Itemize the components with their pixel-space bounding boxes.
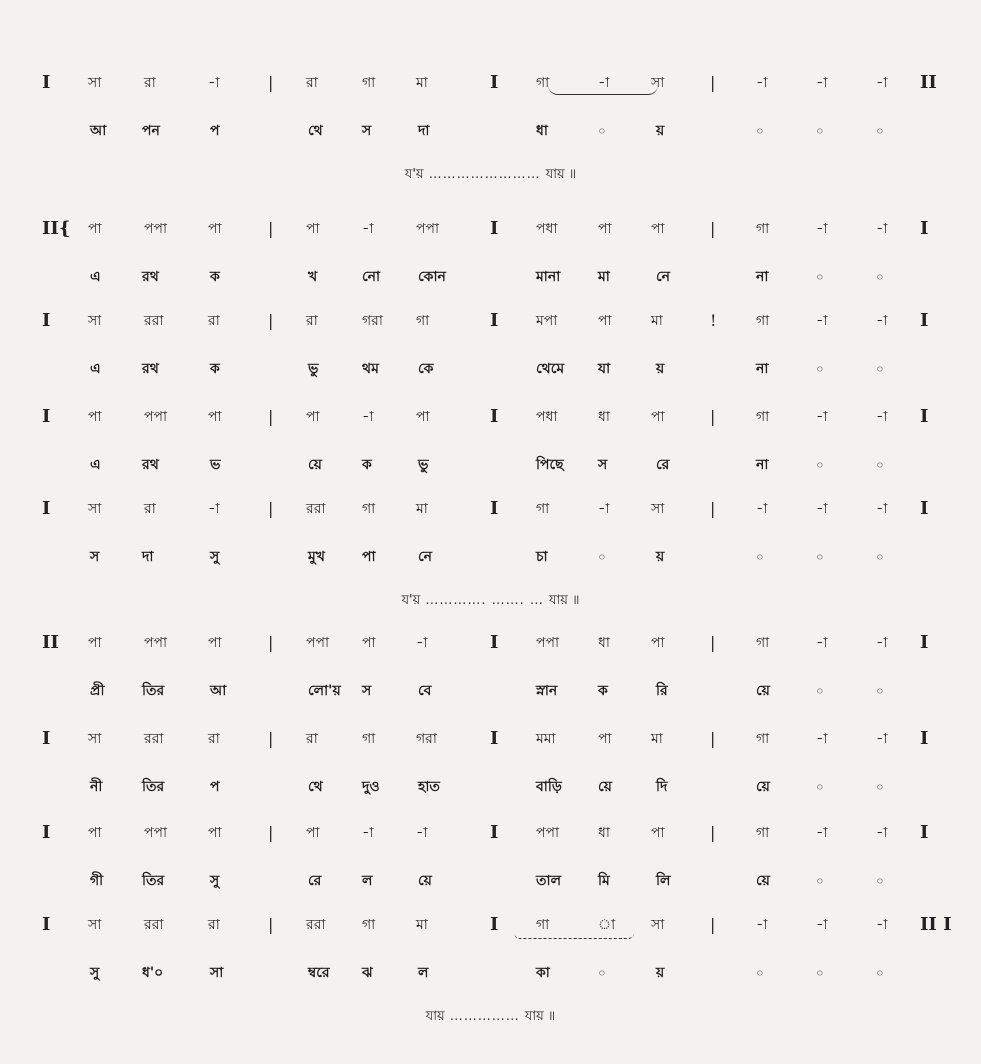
note-cell: পা — [362, 635, 376, 651]
measure-barline: | — [710, 73, 716, 92]
note-cell: পপা — [416, 221, 440, 237]
measure-barline: I — [490, 72, 499, 93]
measure-barline: | — [710, 219, 716, 238]
note-cell: -া — [416, 825, 428, 841]
lyric-syllable: সা — [210, 965, 224, 981]
slur-mark — [548, 84, 658, 95]
note-cell: ধা — [598, 825, 610, 841]
note-cell: রা — [208, 313, 220, 329]
note-row — [0, 494, 981, 524]
lyric-syllable: ০ — [876, 458, 884, 472]
measure-barline: | — [268, 219, 274, 238]
note-cell: গরা — [416, 731, 437, 747]
lyric-syllable: কোন — [418, 269, 446, 285]
note-cell: রা — [208, 731, 220, 747]
lyric-syllable: রে — [656, 457, 670, 473]
note-cell: ররা — [306, 917, 326, 933]
start-barline: I — [42, 498, 51, 519]
measure-barline: I — [490, 310, 499, 331]
note-cell: পা — [208, 635, 222, 651]
note-cell: ররা — [306, 501, 326, 517]
lyric-syllable: ০ — [876, 362, 884, 376]
note-cell: গা — [362, 917, 376, 933]
note-cell: -া — [816, 917, 828, 933]
lyric-syllable: প — [210, 779, 220, 795]
note-cell: পা — [208, 221, 222, 237]
note-cell: মমা — [536, 731, 556, 747]
note-cell: গা — [362, 501, 376, 517]
lyric-syllable: গী — [90, 873, 104, 889]
lyric-syllable: না — [756, 457, 769, 473]
note-cell: -া — [816, 731, 828, 747]
note-cell: পা — [208, 409, 222, 425]
note-cell: গা — [536, 501, 550, 517]
lyric-syllable: ম্বরে — [308, 965, 330, 981]
lyric-syllable: খ — [308, 269, 318, 285]
lyric-syllable: ০ — [598, 550, 606, 564]
measure-barline: | — [710, 633, 716, 652]
note-cell: -া — [208, 75, 220, 91]
lyric-syllable: না — [756, 361, 769, 377]
lyric-syllable: ০ — [598, 966, 606, 980]
lyric-syllable: ঝ — [362, 965, 373, 981]
end-barline: I — [920, 822, 929, 843]
measure-barline: I — [490, 632, 499, 653]
note-cell: গরা — [362, 313, 383, 329]
start-barline: I — [42, 72, 51, 93]
note-cell: গা — [756, 409, 770, 425]
note-cell: পা — [88, 409, 102, 425]
lyric-syllable: রি — [656, 683, 668, 699]
lyric-syllable: পিছে — [536, 457, 564, 473]
lyric-syllable: ০ — [816, 458, 824, 472]
note-cell: মা — [651, 731, 663, 747]
end-barline: II — [920, 72, 937, 93]
note-cell: -া — [876, 825, 888, 841]
lyric-syllable: ০ — [876, 966, 884, 980]
measure-barline: | — [710, 823, 716, 842]
measure-barline: | — [268, 73, 274, 92]
note-cell: ররা — [144, 731, 164, 747]
lyric-syllable: ভু — [308, 361, 319, 377]
measure-barline: | — [710, 729, 716, 748]
start-barline: II{ — [42, 218, 71, 239]
note-cell: পপা — [144, 825, 168, 841]
refrain-line — [0, 1002, 981, 1032]
note-cell: -া — [876, 635, 888, 651]
lyric-syllable: রথ — [142, 361, 159, 377]
lyric-syllable: লি — [656, 873, 671, 889]
note-cell: পপা — [306, 635, 330, 651]
note-cell: পপা — [144, 635, 168, 651]
lyric-syllable: স্নান — [536, 683, 558, 699]
note-cell: সা — [88, 75, 102, 91]
start-barline: I — [42, 728, 51, 749]
note-cell: -া — [816, 409, 828, 425]
note-cell: পা — [208, 825, 222, 841]
end-barline: I — [920, 406, 929, 427]
note-cell: সা — [88, 731, 102, 747]
lyric-syllable: দুও — [362, 779, 380, 795]
measure-barline: | — [268, 499, 274, 518]
lyric-row — [0, 542, 981, 572]
note-cell: পা — [651, 409, 665, 425]
lyric-syllable: ০ — [876, 124, 884, 138]
lyric-syllable: ল — [418, 965, 429, 981]
lyric-syllable: ০ — [876, 874, 884, 888]
lyric-syllable: সু — [210, 549, 220, 565]
lyric-syllable: য় — [656, 123, 665, 139]
end-barline: I — [920, 498, 929, 519]
note-cell: গা — [362, 731, 376, 747]
note-cell: পা — [598, 221, 612, 237]
refrain-start: য'য় — [401, 593, 421, 608]
lyric-syllable: ০ — [876, 270, 884, 284]
lyric-syllable: ধা — [536, 123, 548, 139]
lyric-syllable: প্রী — [90, 683, 105, 699]
note-cell: -া — [816, 313, 828, 329]
lyric-syllable: থেমে — [536, 361, 565, 377]
lyric-row — [0, 676, 981, 706]
note-row — [0, 818, 981, 848]
lyric-syllable: ০ — [876, 780, 884, 794]
end-barline: II I — [920, 914, 952, 935]
lyric-syllable: তির — [142, 873, 165, 889]
note-cell: রা — [306, 75, 318, 91]
note-cell: সা — [651, 501, 665, 517]
lyric-syllable: য়ে — [756, 873, 770, 889]
measure-barline: I — [490, 728, 499, 749]
note-row — [0, 724, 981, 754]
note-cell: পপা — [536, 635, 560, 651]
note-cell: গা — [362, 75, 376, 91]
lyric-syllable: য় — [656, 965, 665, 981]
note-cell: গা — [536, 75, 550, 91]
lyric-syllable: তাল — [536, 873, 561, 889]
note-cell: -া — [816, 501, 828, 517]
end-barline: I — [920, 310, 929, 331]
lyric-syllable: য় — [656, 549, 665, 565]
lyric-syllable: বাড়ি — [536, 779, 562, 795]
note-cell: পা — [416, 409, 430, 425]
lyric-syllable: স — [598, 457, 608, 473]
note-cell: মা — [651, 313, 663, 329]
measure-barline: I — [490, 218, 499, 239]
lyric-syllable: সু — [210, 873, 220, 889]
note-cell: -া — [598, 75, 610, 91]
lyric-syllable: ক — [210, 269, 220, 285]
note-cell: পা — [651, 825, 665, 841]
note-cell: মা — [416, 501, 428, 517]
lyric-syllable: পা — [362, 549, 376, 565]
note-cell: -া — [816, 825, 828, 841]
measure-barline: | — [710, 407, 716, 426]
note-cell: গা — [416, 313, 430, 329]
lyric-syllable: য়ে — [756, 779, 770, 795]
lyric-syllable: স — [90, 549, 100, 565]
measure-barline: I — [490, 822, 499, 843]
note-cell: -া — [876, 409, 888, 425]
lyric-syllable: ০ — [816, 362, 824, 376]
lyric-syllable: রে — [308, 873, 322, 889]
note-cell: গা — [756, 825, 770, 841]
start-barline: I — [42, 914, 51, 935]
note-cell: রা — [306, 731, 318, 747]
lyric-syllable: নে — [656, 269, 671, 285]
lyric-syllable: সু — [90, 965, 100, 981]
measure-barline: | — [268, 407, 274, 426]
lyric-syllable: তির — [142, 683, 165, 699]
measure-barline: | — [710, 499, 716, 518]
lyric-row — [0, 354, 981, 384]
note-cell: গা — [756, 635, 770, 651]
refrain-dots: …………. ……. … — [425, 593, 544, 608]
refrain-line — [0, 160, 981, 190]
note-row — [0, 214, 981, 244]
lyric-syllable: ক — [210, 361, 220, 377]
lyric-syllable: চা — [536, 549, 548, 565]
lyric-syllable: লো'য় — [308, 683, 341, 699]
end-barline: I — [920, 632, 929, 653]
note-cell: পপা — [144, 409, 168, 425]
note-cell: পা — [598, 313, 612, 329]
note-cell: -া — [416, 635, 428, 651]
lyric-syllable: প — [210, 123, 220, 139]
refrain-dots: …………… — [449, 1009, 520, 1024]
refrain-line — [0, 586, 981, 616]
note-cell: রা — [144, 75, 156, 91]
lyric-syllable: তির — [142, 779, 165, 795]
lyric-syllable: স — [362, 123, 372, 139]
note-cell: পা — [306, 221, 320, 237]
note-row — [0, 306, 981, 336]
lyric-syllable: ০ — [756, 124, 764, 138]
lyric-syllable: ০ — [816, 270, 824, 284]
note-cell: গা — [536, 917, 550, 933]
note-cell: ধা — [598, 635, 610, 651]
lyric-syllable: ল — [362, 873, 373, 889]
refrain-start: যায় — [425, 1009, 445, 1024]
note-cell: মা — [416, 917, 428, 933]
refrain-end: যায় ॥ — [549, 593, 580, 608]
refrain-start: য'য় — [404, 167, 424, 182]
measure-barline: I — [490, 406, 499, 427]
lyric-syllable: নে — [418, 549, 433, 565]
note-row — [0, 68, 981, 98]
note-cell: পা — [88, 221, 102, 237]
note-cell: রা — [306, 313, 318, 329]
note-cell: পপা — [536, 825, 560, 841]
lyric-syllable: থে — [308, 123, 323, 139]
lyric-syllable: ০ — [816, 874, 824, 888]
note-cell: গা — [756, 221, 770, 237]
note-cell: পধা — [536, 409, 558, 425]
note-cell: মা — [416, 75, 428, 91]
end-barline: I — [920, 218, 929, 239]
note-cell: পা — [598, 731, 612, 747]
lyric-syllable: দি — [656, 779, 668, 795]
measure-barline: | — [268, 823, 274, 842]
measure-barline: I — [490, 498, 499, 519]
lyric-syllable: ০ — [756, 966, 764, 980]
lyric-syllable: ০ — [816, 550, 824, 564]
lyric-syllable: ক — [362, 457, 372, 473]
note-cell: ররা — [144, 313, 164, 329]
note-cell: -া — [362, 825, 374, 841]
note-cell: -া — [756, 75, 768, 91]
lyric-syllable: ভ — [210, 457, 221, 473]
note-cell: সা — [88, 501, 102, 517]
lyric-syllable: থম — [362, 361, 379, 377]
note-cell: সা — [651, 917, 665, 933]
note-cell: -া — [208, 501, 220, 517]
note-cell: -া — [756, 917, 768, 933]
lyric-syllable: য় — [656, 361, 665, 377]
measure-barline: | — [268, 729, 274, 748]
note-cell: -া — [598, 501, 610, 517]
lyric-row — [0, 958, 981, 988]
note-cell: া — [598, 917, 616, 933]
note-cell: -া — [756, 501, 768, 517]
measure-barline: | — [710, 915, 716, 934]
measure-barline: | — [268, 633, 274, 652]
measure-barline: | — [268, 915, 274, 934]
end-barline: I — [920, 728, 929, 749]
lyric-syllable: আ — [210, 683, 227, 699]
refrain-end: যায় ॥ — [524, 1009, 556, 1024]
note-cell: সা — [88, 313, 102, 329]
start-barline: II — [42, 632, 59, 653]
note-cell: -া — [816, 635, 828, 651]
lyric-syllable: ০ — [876, 550, 884, 564]
start-barline: I — [42, 406, 51, 427]
lyric-syllable: য়ে — [598, 779, 612, 795]
refrain-end: যায় ॥ — [545, 167, 577, 182]
note-cell: রা — [208, 917, 220, 933]
slur-mark — [514, 928, 634, 939]
lyric-row — [0, 262, 981, 292]
lyric-syllable: মুখ — [308, 549, 325, 565]
lyric-syllable: ধ'০ — [142, 965, 164, 981]
lyric-row — [0, 116, 981, 146]
lyric-syllable: পন — [142, 123, 160, 139]
lyric-syllable: এ — [90, 457, 101, 473]
lyric-syllable: স — [362, 683, 372, 699]
start-barline: I — [42, 310, 51, 331]
measure-barline: I — [490, 914, 499, 935]
note-cell: পা — [306, 825, 320, 841]
note-cell: -া — [876, 501, 888, 517]
note-cell: পপা — [144, 221, 168, 237]
lyric-syllable: য়ে — [308, 457, 322, 473]
lyric-row — [0, 450, 981, 480]
note-cell: পা — [88, 635, 102, 651]
lyric-syllable: আ — [90, 123, 107, 139]
lyric-syllable: থে — [308, 779, 323, 795]
lyric-row — [0, 772, 981, 802]
lyric-syllable: রথ — [142, 457, 159, 473]
note-cell: -া — [876, 313, 888, 329]
note-cell: পা — [306, 409, 320, 425]
lyric-row — [0, 866, 981, 896]
lyric-syllable: ০ — [816, 124, 824, 138]
note-cell: সা — [651, 75, 665, 91]
note-cell: পা — [651, 221, 665, 237]
lyric-syllable: য়ে — [756, 683, 770, 699]
lyric-syllable: মি — [598, 873, 610, 889]
lyric-syllable: ভু — [418, 457, 429, 473]
note-cell: রা — [144, 501, 156, 517]
lyric-syllable: মা — [598, 269, 610, 285]
note-cell: -া — [816, 221, 828, 237]
lyric-syllable: নো — [362, 269, 381, 285]
note-row — [0, 628, 981, 658]
lyric-syllable: ০ — [598, 124, 606, 138]
lyric-syllable: এ — [90, 361, 101, 377]
lyric-syllable: ০ — [816, 966, 824, 980]
note-cell: -া — [876, 75, 888, 91]
measure-barline: | — [268, 311, 274, 330]
lyric-syllable: রথ — [142, 269, 159, 285]
lyric-syllable: এ — [90, 269, 101, 285]
start-barline: I — [42, 822, 51, 843]
note-cell: -া — [362, 221, 374, 237]
note-cell: পা — [88, 825, 102, 841]
note-cell: -া — [816, 75, 828, 91]
lyric-syllable: নী — [90, 779, 103, 795]
note-cell: পধা — [536, 221, 558, 237]
lyric-syllable: হাত — [418, 779, 440, 795]
lyric-syllable: না — [756, 269, 769, 285]
refrain-dots: …………………… — [428, 167, 541, 182]
lyric-syllable: দা — [142, 549, 154, 565]
lyric-syllable: মানা — [536, 269, 561, 285]
note-cell: -া — [876, 917, 888, 933]
note-row — [0, 402, 981, 432]
note-cell: -া — [876, 221, 888, 237]
note-row — [0, 910, 981, 940]
note-cell: ররা — [144, 917, 164, 933]
lyric-syllable: য়ে — [418, 873, 432, 889]
note-cell: গা — [756, 313, 770, 329]
note-cell: ধা — [598, 409, 610, 425]
lyric-syllable: দা — [418, 123, 430, 139]
note-cell: -া — [362, 409, 374, 425]
note-cell: পা — [651, 635, 665, 651]
measure-barline: ! — [710, 311, 717, 330]
note-cell: সা — [88, 917, 102, 933]
lyric-syllable: কে — [418, 361, 434, 377]
lyric-syllable: ক — [598, 683, 608, 699]
lyric-syllable: যা — [598, 361, 611, 377]
note-cell: -া — [876, 731, 888, 747]
note-cell: মপা — [536, 313, 558, 329]
lyric-syllable: কা — [536, 965, 550, 981]
note-cell: গা — [756, 731, 770, 747]
lyric-syllable: ০ — [816, 684, 824, 698]
lyric-syllable: ০ — [816, 780, 824, 794]
lyric-syllable: ০ — [756, 550, 764, 564]
lyric-syllable: বে — [418, 683, 432, 699]
lyric-syllable: ০ — [876, 684, 884, 698]
